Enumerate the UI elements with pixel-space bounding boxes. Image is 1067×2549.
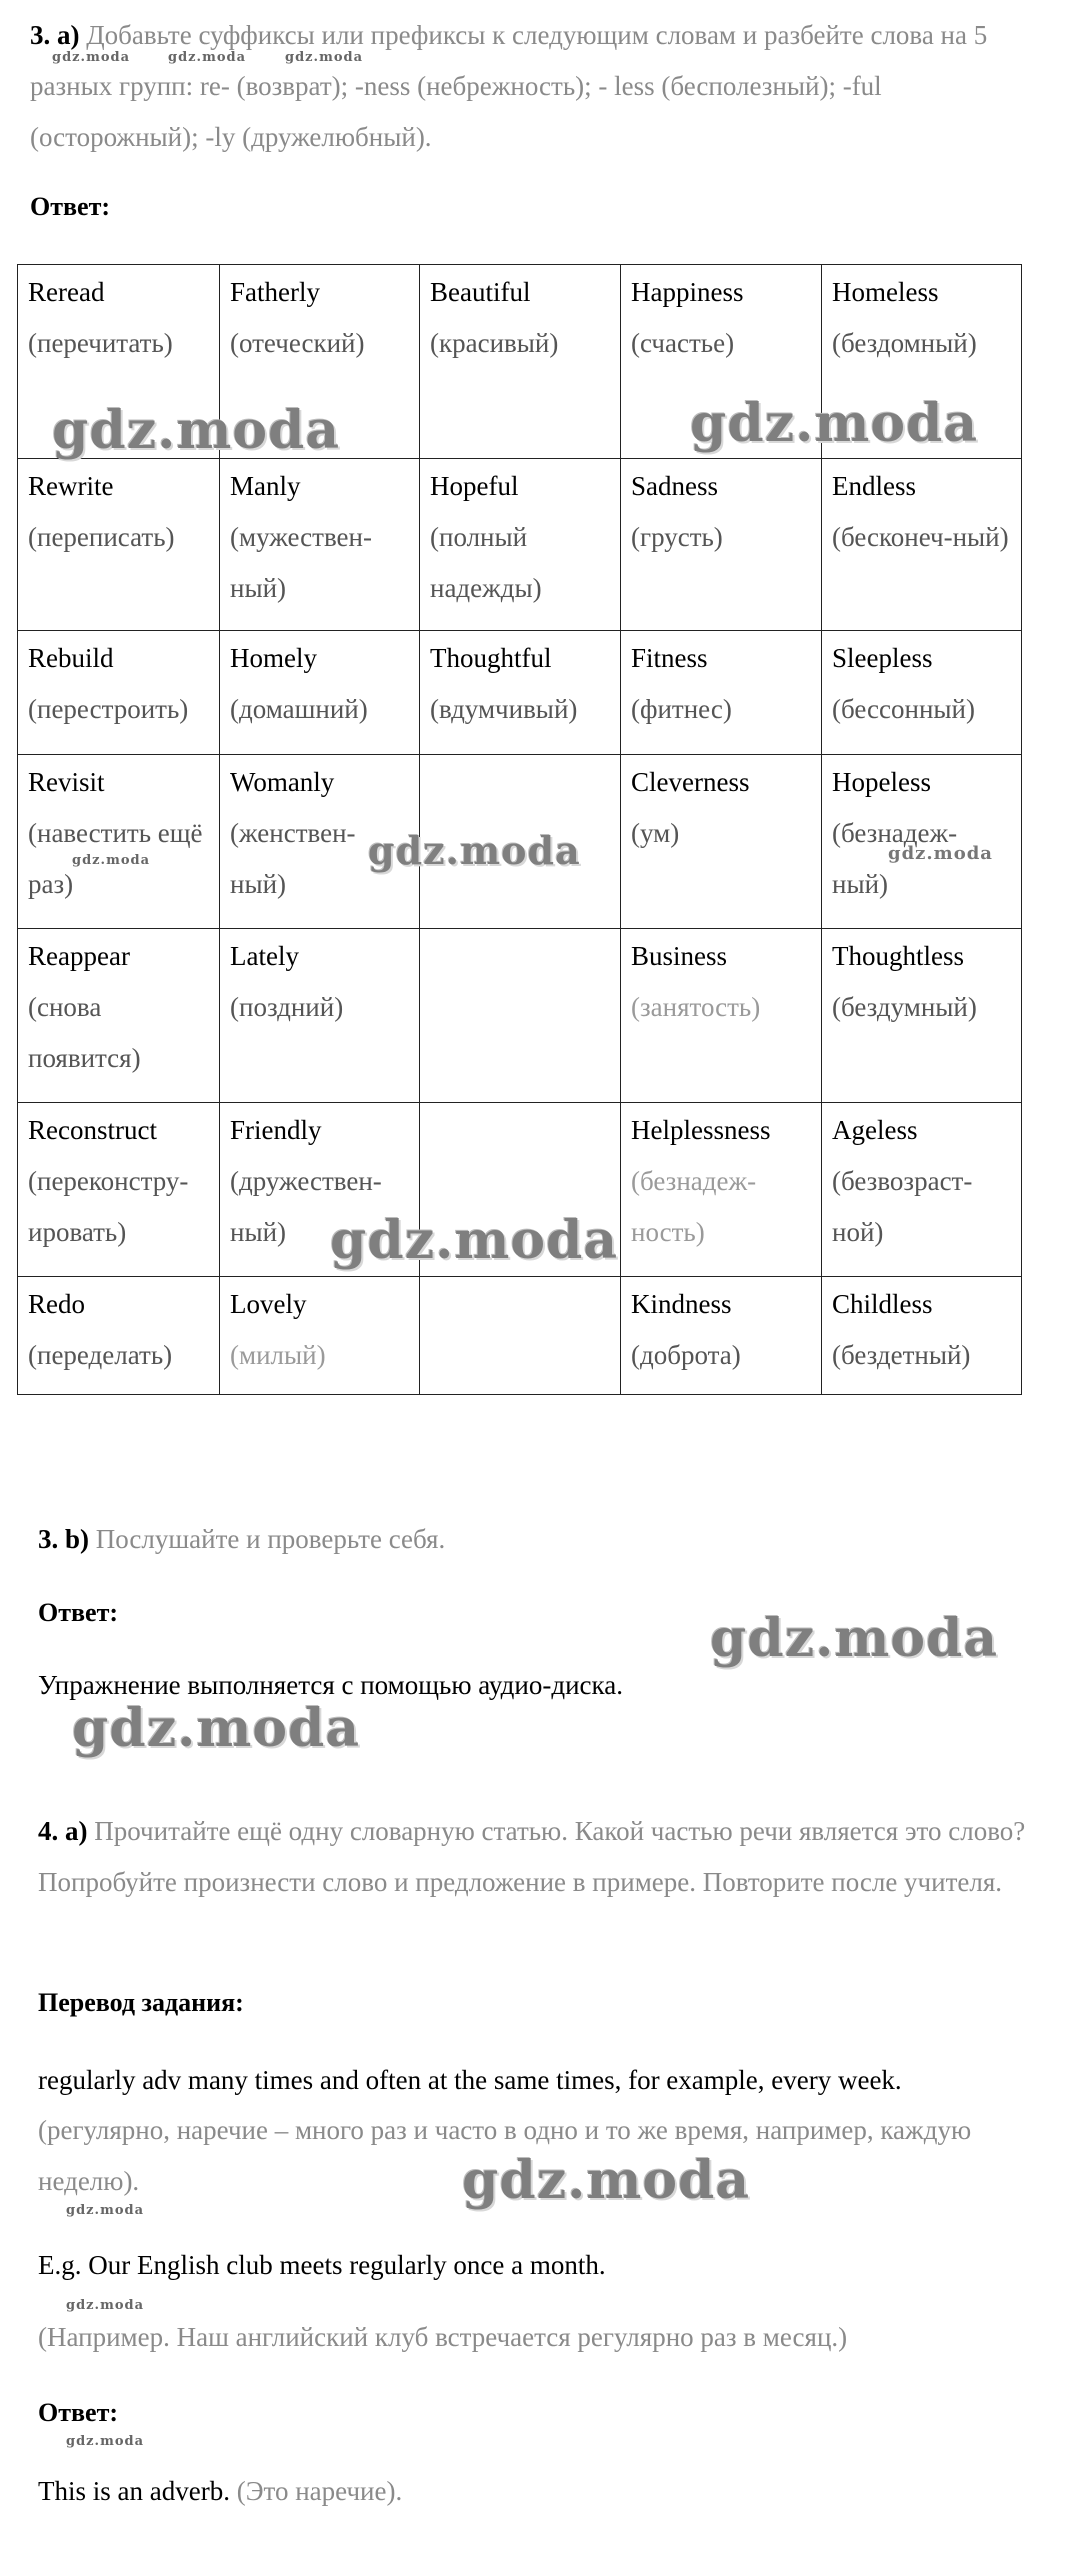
word-translation: (поздний) (230, 992, 344, 1022)
word: Ageless (832, 1115, 918, 1145)
table-cell (822, 929, 1022, 1103)
watermark: gdz.moda (462, 2150, 751, 2211)
exercise-number: 4. a) (38, 1816, 88, 1846)
table-cell (220, 459, 420, 631)
table-row (18, 929, 1022, 1103)
word-translation: (полный надежды) (430, 522, 542, 603)
word-translation: (бессонный) (832, 694, 975, 724)
watermark-small: gdz.moda (66, 2298, 145, 2313)
word-translation: (женствен-ный) (230, 818, 356, 899)
watermark: gdz.moda (690, 393, 979, 454)
watermark: gdz.moda (52, 400, 341, 461)
word-translation: (безнадеж-ный) (832, 818, 958, 899)
table-cell (621, 929, 822, 1103)
word-translation: (снова появится) (28, 992, 141, 1073)
answer-text: This is an adverb. (38, 2476, 230, 2506)
watermark-small: gdz.moda (66, 2434, 145, 2449)
word-translation: (занятость) (631, 992, 761, 1022)
word-translation: (перестроить) (28, 694, 189, 724)
word-translation: (бездомный) (832, 328, 977, 358)
task-text: Добавьте суффиксы или префиксы к следующим словам и разбейте слова на 5 разных групп: re- (возврат); -ness (небрежность); - less (бесполезный); -ful (осторожный); -ly (дружелюбный). (30, 20, 988, 152)
word: Rebuild (28, 643, 114, 673)
table-cell (822, 459, 1022, 631)
word-translation: (бесконеч-ный) (832, 522, 1009, 552)
watermark: gdz.moda (330, 1210, 619, 1271)
word: Reread (28, 277, 105, 307)
word: Sleepless (832, 643, 933, 673)
word: Helplessness (631, 1115, 771, 1145)
word: Thoughtful (430, 643, 552, 673)
word: Womanly (230, 767, 335, 797)
watermark-small: gdz.moda (52, 50, 131, 65)
word-translation: (вдумчивый) (430, 694, 578, 724)
watermark: gdz.moda (368, 828, 581, 873)
answer-label: Ответ: (30, 192, 111, 221)
table-cell (220, 631, 420, 755)
exercise-4a-task (38, 1806, 1038, 1908)
word: Thoughtless (832, 941, 964, 971)
word: Reappear (28, 941, 130, 971)
watermark-small: gdz.moda (285, 50, 364, 65)
word: Lovely (230, 1289, 307, 1319)
table-cell (822, 265, 1022, 459)
word-translation: (счастье) (631, 328, 735, 358)
watermark-small: gdz.moda (66, 2203, 145, 2218)
answer-translation: (Это наречие). (236, 2476, 403, 2506)
task-text: Прочитайте ещё одну словарную статью. Какой частью речи является это слово? Попробуйте произнести слово и предложение в примере. Повторите после учителя. (38, 1816, 1026, 1897)
table-cell (621, 265, 822, 459)
word: Childless (832, 1289, 933, 1319)
word-translation: (красивый) (430, 328, 559, 358)
table-cell (18, 1103, 220, 1277)
table-cell (621, 755, 822, 929)
word-translation: (переделать) (28, 1340, 173, 1370)
table-cell (18, 631, 220, 755)
table-cell (621, 1103, 822, 1277)
answer-line (38, 2466, 402, 2517)
table-cell (220, 929, 420, 1103)
table-cell (220, 755, 420, 929)
word: Manly (230, 471, 301, 501)
word: Rewrite (28, 471, 114, 501)
example-translation: (Например. Наш английский клуб встречается регулярно раз в месяц.) (38, 2322, 848, 2352)
table-cell (18, 929, 220, 1103)
table-cell (18, 755, 220, 929)
word: Business (631, 941, 728, 971)
word-translation: (дружествен-ный) (230, 1166, 382, 1247)
word: Endless (832, 471, 916, 501)
word-translation: (безнадеж-ность) (631, 1166, 757, 1247)
word-translation: (перечитать) (28, 328, 173, 358)
table-row (18, 1103, 1022, 1277)
word: Homeless (832, 277, 939, 307)
word-table (17, 264, 1022, 1395)
word: Homely (230, 643, 317, 673)
word-translation: (переписать) (28, 522, 175, 552)
table-cell (621, 459, 822, 631)
answer-label: Ответ: (38, 1598, 119, 1627)
table-row (18, 459, 1022, 631)
word-translation: (бездумный) (832, 992, 977, 1022)
word-translation: (бездетный) (832, 1340, 971, 1370)
word: Hopeful (430, 471, 519, 501)
word-translation: (переконстру-ировать) (28, 1166, 189, 1247)
word-translation: (навестить ещё раз) (28, 818, 203, 899)
table-cell (220, 265, 420, 459)
word: Cleverness (631, 767, 750, 797)
word-translation: (отеческий) (230, 328, 365, 358)
word: Friendly (230, 1115, 322, 1145)
word-translation: (фитнес) (631, 694, 732, 724)
table-cell (18, 265, 220, 459)
table-row (18, 631, 1022, 755)
word-translation: (ум) (631, 818, 680, 848)
watermark: gdz.moda (72, 1698, 361, 1759)
table-cell (18, 1277, 220, 1395)
watermark-small: gdz.moda (168, 50, 247, 65)
table-cell (18, 459, 220, 631)
example-text: E.g. Our English club meets regularly once a month. (38, 2250, 606, 2280)
word: Lately (230, 941, 299, 971)
word: Revisit (28, 767, 105, 797)
word-translation: (доброта) (631, 1340, 741, 1370)
table-cell (822, 1103, 1022, 1277)
table-cell (420, 631, 621, 755)
table-cell (420, 265, 621, 459)
definition-text: regularly adv many times and often at the same times, for example, every week. (38, 2065, 902, 2095)
table-cell (220, 1277, 420, 1395)
table-cell (822, 631, 1022, 755)
table-row (18, 265, 1022, 459)
table-cell (621, 1277, 822, 1395)
table-cell (420, 755, 621, 929)
word: Fatherly (230, 277, 320, 307)
table-cell (420, 1277, 621, 1395)
word: Fitness (631, 643, 708, 673)
exercise-number: 3. b) (38, 1524, 90, 1554)
exercise-number: 3. a) (30, 20, 80, 50)
word-translation: (домашний) (230, 694, 368, 724)
answer-label: Ответ: (38, 2398, 119, 2427)
exercise-3a-task (30, 10, 1040, 163)
word: Sadness (631, 471, 718, 501)
word: Hopeless (832, 767, 931, 797)
word: Beautiful (430, 277, 531, 307)
table-row (18, 1277, 1022, 1395)
answer-text: Упражнение выполняется с помощью аудио-диска. (38, 1670, 623, 1700)
watermark: gdz.moda (710, 1608, 999, 1669)
word-translation: (безвозраст-ной) (832, 1166, 973, 1247)
word-translation: (милый) (230, 1340, 326, 1370)
table-cell (621, 631, 822, 755)
translation-label: Перевод задания: (38, 1988, 244, 2017)
watermark-small: gdz.moda (888, 843, 993, 864)
word: Redo (28, 1289, 85, 1319)
table-cell (220, 1103, 420, 1277)
word: Happiness (631, 277, 744, 307)
table-cell (420, 1103, 621, 1277)
table-cell (420, 929, 621, 1103)
table-cell (420, 459, 621, 631)
word-translation: (грусть) (631, 522, 723, 552)
watermark-small: gdz.moda (72, 853, 151, 868)
table-row (18, 755, 1022, 929)
definition-translation: (регулярно, наречие – много раз и часто в одно и то же время, например, каждую неделю). (38, 2115, 972, 2196)
table-cell (822, 755, 1022, 929)
word-translation: (мужествен-ный) (230, 522, 372, 603)
exercise-3b-task (38, 1514, 445, 1565)
table-cell (822, 1277, 1022, 1395)
word: Reconstruct (28, 1115, 157, 1145)
word: Kindness (631, 1289, 732, 1319)
task-text: Послушайте и проверьте себя. (95, 1524, 446, 1554)
